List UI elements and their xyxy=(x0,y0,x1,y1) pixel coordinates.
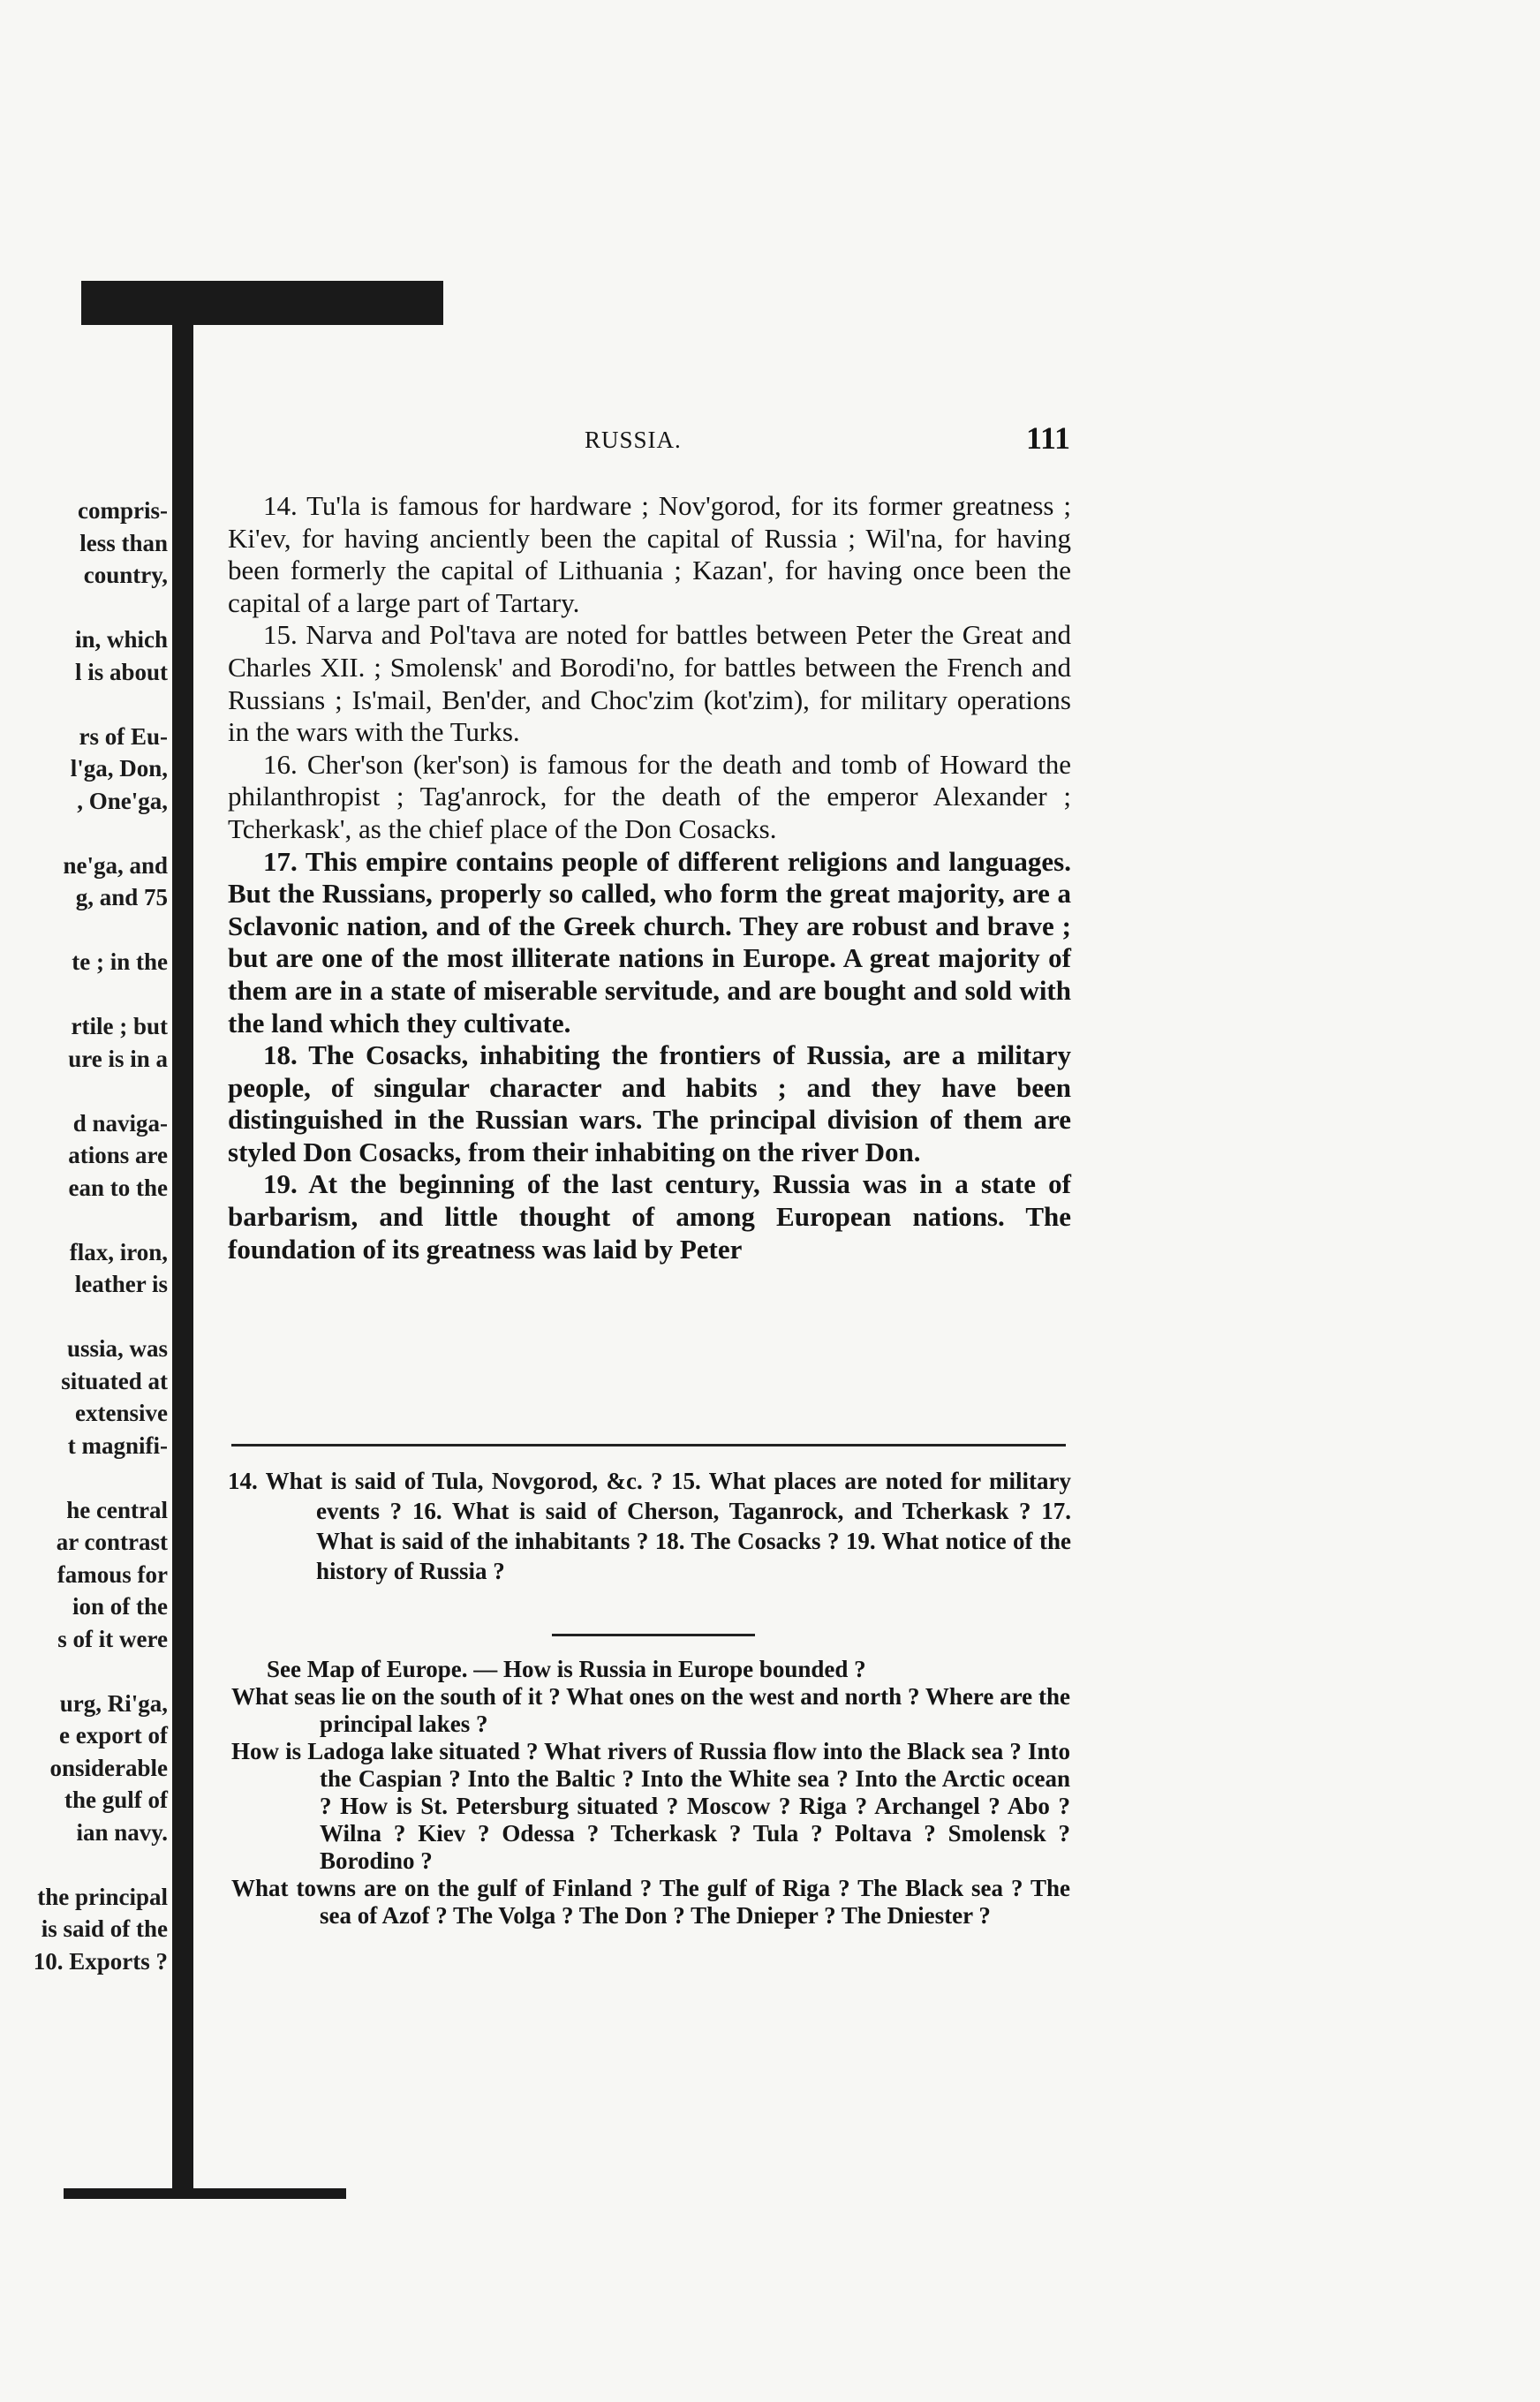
fragment-line: flax, iron, xyxy=(69,1238,168,1265)
fragment-line: urg, Ri'ga, xyxy=(59,1689,168,1717)
fragment-line: l is about xyxy=(74,658,168,685)
page-number: 111 xyxy=(1025,420,1070,456)
fragment-line: in, which xyxy=(74,626,168,653)
fragment-line: compris- xyxy=(78,497,168,524)
fragment-line xyxy=(0,978,168,1011)
fragment-line: country, xyxy=(83,562,168,588)
page-header xyxy=(231,419,1070,460)
fragment-line: onsiderable xyxy=(49,1754,168,1781)
section-divider xyxy=(231,1444,1066,1446)
fragment-line: d naviga- xyxy=(72,1109,168,1137)
fragment-line: e export of xyxy=(59,1722,168,1749)
map-question: How is Ladoga lake situated ? What rivers of Russia flow into the Black sea ? Into the Caspian ? Into the Baltic ? Into the White sea ? Into the Arctic ocean ? How is St. Petersburg situated ? Moscow ? Riga ? Archangel ? Abo ? Wilna ? Kiev ? Odessa ? Tcherkask ? Tula ? Poltava ? Smolensk ? Borodino ? xyxy=(231,1738,1070,1874)
paragraph-15: 15. Narva and Pol'tava are noted for battles between Peter the Great and Charles XII. ; Smolensk' and Borodi'no, for battles between the French and Russians ; Is'mail, Ben'der, and Choc'zim (kot'zim), for military operations in the wars with the Turks. xyxy=(228,619,1071,748)
fragment-line xyxy=(0,1848,168,1881)
fragment-line: ations are xyxy=(68,1142,168,1168)
review-questions xyxy=(228,1466,1071,1586)
fragment-line: , One'ga, xyxy=(77,787,168,814)
fragment-line: less than xyxy=(79,529,168,556)
fragment-line: is said of the xyxy=(41,1915,168,1942)
map-question-lead: See Map of Europe. — How is Russia in Europe bounded ? xyxy=(267,1656,866,1682)
fragment-line: rs of Eu- xyxy=(79,722,168,750)
binding-bar-stem xyxy=(172,318,193,2190)
binding-bar-top xyxy=(81,281,443,325)
fragment-line xyxy=(0,688,168,721)
paragraph-18: 18. The Cosacks, inhabiting the frontiers of Russia, are a military people, of singular character and habits ; and they have been distinguished in the Russian wars. The principal division of them are styled Don Cosacks, from their inhabiting on the river Don. xyxy=(228,1039,1071,1167)
fragment-line: l'ga, Don, xyxy=(70,755,168,782)
fragment-line: ean to the xyxy=(68,1174,168,1201)
fragment-line xyxy=(0,914,168,947)
fragment-line xyxy=(0,1462,168,1494)
fragment-line xyxy=(0,1655,168,1688)
fragment-line: ure is in a xyxy=(68,1045,168,1072)
fragment-line: situated at xyxy=(61,1367,168,1394)
fragment-line: leather is xyxy=(74,1271,168,1297)
paragraph-14: 14. Tu'la is famous for hardware ; Nov'gorod, for its former greatness ; Ki'ev, for having anciently been the capital of Russia ; Wil'na, for having been formerly the capital of Lithuania ; Kazan', for having once been the capital of a large part of Tartary. xyxy=(228,490,1071,618)
question-block: 14. What is said of Tula, Novgorod, &c. ? 15. What places are noted for military events ? 16. What is said of Cherson, Taganrock, and Tcherkask ? 17. What is said of the inhabitants ? 18. The Cosacks ? 19. What notice of the history of Russia ? xyxy=(228,1468,1071,1584)
fragment-line xyxy=(0,592,168,624)
fragment-line: ar contrast xyxy=(56,1529,168,1555)
fragment-line: he central xyxy=(66,1496,168,1523)
map-question: What seas lie on the south of it ? What ones on the west and north ? Where are the principal lakes ? xyxy=(231,1683,1070,1737)
binding-bar-foot xyxy=(64,2188,346,2199)
previous-page-fragment xyxy=(0,495,168,1977)
body-text xyxy=(228,490,1071,1265)
fragment-line: ne'ga, and xyxy=(63,851,168,879)
paragraph-16: 16. Cher'son (ker'son) is famous for the death and tomb of Howard the philanthropist ; Tag'anrock, for the death of the emperor Alexander ; Tcherkask', as the chief place of the Don Cosacks. xyxy=(228,748,1071,844)
fragment-line xyxy=(0,1204,168,1236)
short-divider xyxy=(552,1634,755,1636)
fragment-line xyxy=(0,1075,168,1107)
fragment-line xyxy=(0,817,168,850)
map-question: What towns are on the gulf of Finland ? The gulf of Riga ? The Black sea ? The sea of Azof ? The Volga ? The Don ? The Dnieper ? The Dniester ? xyxy=(231,1875,1070,1929)
running-title: RUSSIA. xyxy=(585,427,682,453)
fragment-line: the gulf of xyxy=(64,1786,168,1813)
fragment-line: rtile ; but xyxy=(71,1013,168,1039)
paragraph-19: 19. At the beginning of the last century, Russia was in a state of barbarism, and little thought of among European nations. The foundation of its greatness was laid by Peter xyxy=(228,1168,1071,1265)
fragment-line: ion of the xyxy=(72,1593,168,1620)
fragment-line: ussia, was xyxy=(66,1335,168,1362)
fragment-line: ian navy. xyxy=(76,1818,168,1846)
paragraph-17: 17. This empire contains people of different religions and languages. But the Russians, properly so called, who form the great majority, are a Sclavonic nation, and of the Greek church. They are robust and brave ; but are one of the most illiterate nations in Europe. A great majority of them are in a state of miserable servitude, and are bought and sold with the land which they cultivate. xyxy=(228,845,1071,1039)
map-questions xyxy=(231,1656,1070,1930)
fragment-line: extensive xyxy=(75,1400,168,1426)
fragment-line: t magnifi- xyxy=(67,1431,168,1459)
fragment-line: s of it were xyxy=(57,1625,168,1652)
fragment-line: the principal xyxy=(37,1883,168,1910)
fragment-line xyxy=(0,1301,168,1333)
fragment-line: 10. Exports ? xyxy=(33,1947,168,1975)
fragment-line: te ; in the xyxy=(72,948,168,975)
fragment-line: g, and 75 xyxy=(75,884,168,910)
fragment-line: famous for xyxy=(57,1560,168,1588)
